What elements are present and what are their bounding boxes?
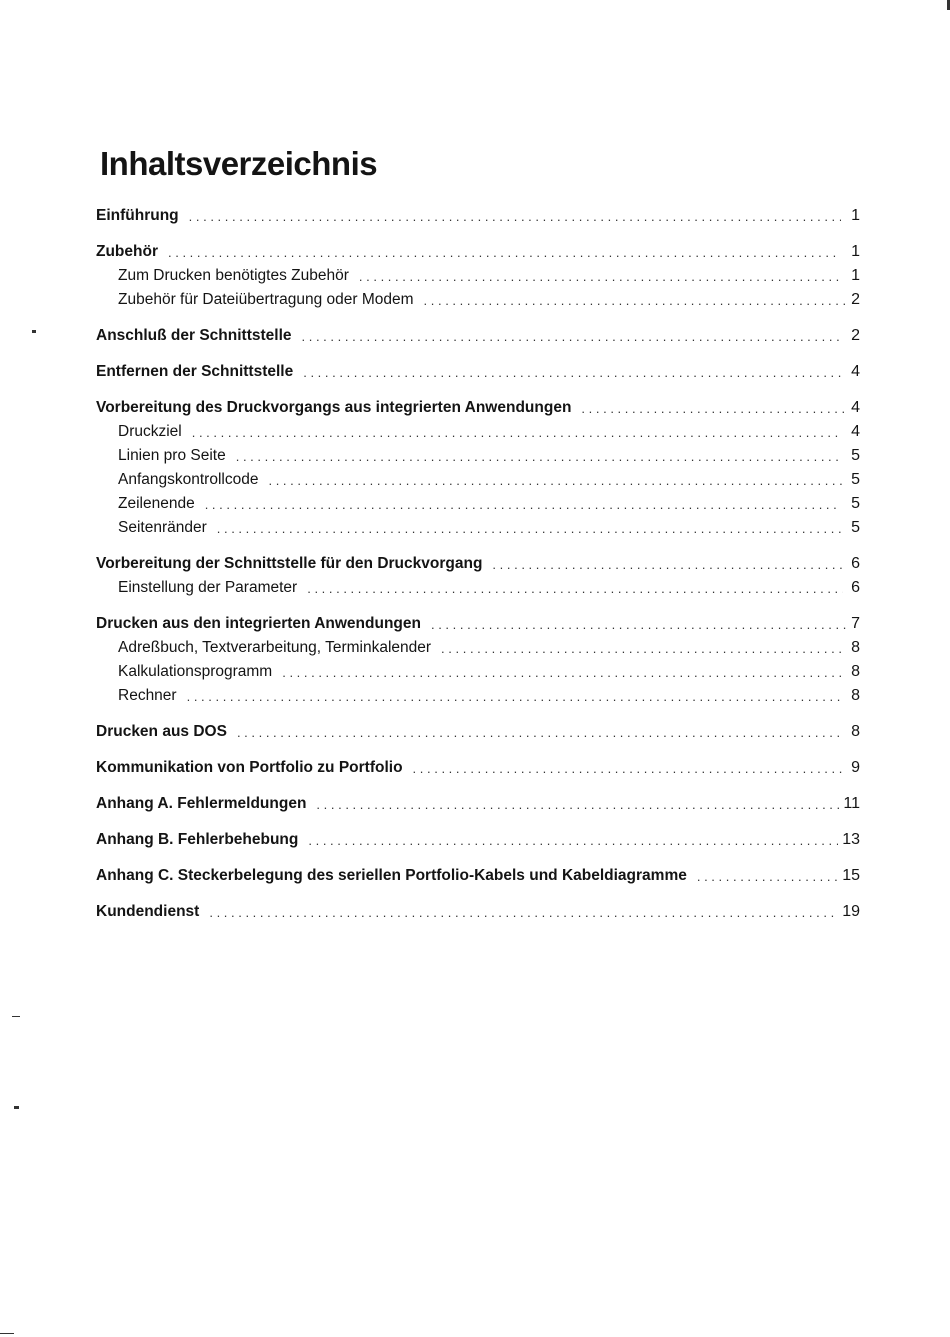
scan-mark-bottom — [0, 1333, 14, 1334]
toc-entry-title: Einführung — [96, 207, 179, 224]
page-number: 9 — [851, 759, 860, 776]
toc-subentry-title: Zum Drucken benötigtes Zubehör — [118, 267, 349, 284]
dot-leader — [192, 422, 841, 444]
toc-entry — [96, 720, 860, 744]
dot-leader — [282, 662, 842, 684]
page-number: 11 — [843, 795, 860, 812]
page-number: 5 — [851, 519, 860, 536]
dot-leader — [236, 446, 842, 468]
scan-mark-left-2 — [12, 1016, 20, 1017]
toc-entry — [96, 900, 860, 924]
page-number: 15 — [842, 867, 860, 884]
dot-leader — [308, 830, 838, 852]
toc-subentry-title: Einstellung der Parameter — [118, 579, 298, 596]
dot-leader — [431, 614, 846, 636]
toc-section — [96, 792, 860, 816]
toc-entry-title: Drucken aus DOS — [96, 723, 227, 740]
page-number: 5 — [851, 471, 860, 488]
page-number: 4 — [851, 399, 860, 416]
toc-subentry — [96, 264, 860, 288]
dot-leader — [441, 638, 846, 660]
toc-section — [96, 552, 860, 600]
page-number: 13 — [842, 831, 860, 848]
toc-entry — [96, 864, 860, 888]
toc-subentry — [96, 516, 860, 540]
toc-section — [96, 612, 860, 708]
toc-entry — [96, 612, 860, 636]
toc-entry-title: Entfernen der Schnittstelle — [96, 363, 294, 380]
toc-section — [96, 240, 860, 312]
toc-entry-title: Kundendienst — [96, 903, 200, 920]
toc-section — [96, 324, 860, 348]
toc-subentry-title: Zubehör für Dateiübertragung oder Modem — [118, 291, 414, 308]
page-number: 2 — [851, 291, 860, 308]
dot-leader — [424, 290, 846, 312]
toc-subentry-title: Seitenränder — [118, 519, 207, 536]
toc-subentry-title: Kalkulationsprogramm — [118, 663, 273, 680]
dot-leader — [205, 494, 841, 516]
toc-entry — [96, 792, 860, 816]
toc-subentry-title: Anfangskontrollcode — [118, 471, 259, 488]
toc-subentry — [96, 420, 860, 444]
toc-subentry-title: Druckziel — [118, 423, 182, 440]
toc-entry — [96, 828, 860, 852]
toc-entry-title: Anhang C. Steckerbelegung des seriellen Portfolio-Kabels und Kabeldiagramme — [96, 867, 687, 884]
page-number: 6 — [851, 579, 860, 596]
page-number: 8 — [851, 663, 860, 680]
toc-section — [96, 756, 860, 780]
dot-leader — [168, 242, 840, 264]
dot-leader — [302, 326, 844, 348]
page-number: 7 — [851, 615, 860, 632]
page-number: 6 — [851, 555, 860, 572]
toc-subentry — [96, 576, 860, 600]
page-title: Inhaltsverzeichnis — [100, 145, 378, 182]
toc-entry-title: Anschluß der Schnittstelle — [96, 327, 292, 344]
toc-entry — [96, 324, 860, 348]
toc-subentry — [96, 684, 860, 708]
toc-entry — [96, 360, 860, 384]
dot-leader — [187, 686, 841, 708]
page-number: 8 — [851, 639, 860, 656]
toc-section — [96, 864, 860, 888]
toc-entry-title: Zubehör — [96, 243, 158, 260]
dot-leader — [303, 362, 843, 384]
toc-entry — [96, 396, 860, 420]
toc-section — [96, 204, 860, 228]
toc-entry-title: Anhang A. Fehlermeldungen — [96, 795, 307, 812]
toc-subentry — [96, 660, 860, 684]
page-number: 5 — [851, 495, 860, 512]
page-number: 8 — [851, 687, 860, 704]
page-number: 8 — [851, 723, 860, 740]
toc-entry — [96, 240, 860, 264]
toc-subentry-title: Adreßbuch, Textverarbeitung, Terminkalender — [118, 639, 432, 656]
dot-leader — [359, 266, 845, 288]
dot-leader — [209, 902, 838, 924]
toc-entry-title: Vorbereitung der Schnittstelle für den Druckvorgang — [96, 555, 483, 572]
toc-subentry — [96, 468, 860, 492]
table-of-contents — [96, 204, 860, 936]
toc-section — [96, 720, 860, 744]
page-number: 1 — [851, 267, 860, 284]
page-number: 1 — [851, 243, 860, 260]
toc-subentry-title: Rechner — [118, 687, 177, 704]
toc-entry-title: Vorbereitung des Druckvorgangs aus integrierten Anwendungen — [96, 399, 572, 416]
dot-leader — [492, 554, 847, 576]
toc-entry-title: Anhang B. Fehlerbehebung — [96, 831, 299, 848]
page-number: 1 — [851, 207, 860, 224]
page-number: 5 — [851, 447, 860, 464]
toc-entry-title: Drucken aus den integrierten Anwendungen — [96, 615, 421, 632]
toc-section — [96, 396, 860, 540]
scan-mark-left-1 — [32, 330, 36, 333]
dot-leader — [189, 206, 841, 228]
dot-leader — [697, 866, 838, 888]
dot-leader — [268, 470, 842, 492]
toc-section — [96, 828, 860, 852]
dot-leader — [316, 794, 839, 816]
toc-subentry — [96, 288, 860, 312]
page-number: 2 — [851, 327, 860, 344]
dot-leader — [413, 758, 846, 780]
dot-leader — [307, 578, 843, 600]
dot-leader — [581, 398, 847, 420]
dot-leader — [237, 722, 842, 744]
page-number: 19 — [842, 903, 860, 920]
toc-subentry — [96, 444, 860, 468]
dot-leader — [217, 518, 841, 540]
toc-entry — [96, 204, 860, 228]
toc-section — [96, 360, 860, 384]
toc-section — [96, 900, 860, 924]
toc-entry-title: Kommunikation von Portfolio zu Portfolio — [96, 759, 403, 776]
toc-entry — [96, 756, 860, 780]
page-number: 4 — [851, 423, 860, 440]
scan-mark-left-3 — [14, 1106, 19, 1109]
page-number: 4 — [851, 363, 860, 380]
toc-entry — [96, 552, 860, 576]
toc-subentry — [96, 636, 860, 660]
toc-subentry — [96, 492, 860, 516]
toc-subentry-title: Zeilenende — [118, 495, 195, 512]
toc-subentry-title: Linien pro Seite — [118, 447, 226, 464]
